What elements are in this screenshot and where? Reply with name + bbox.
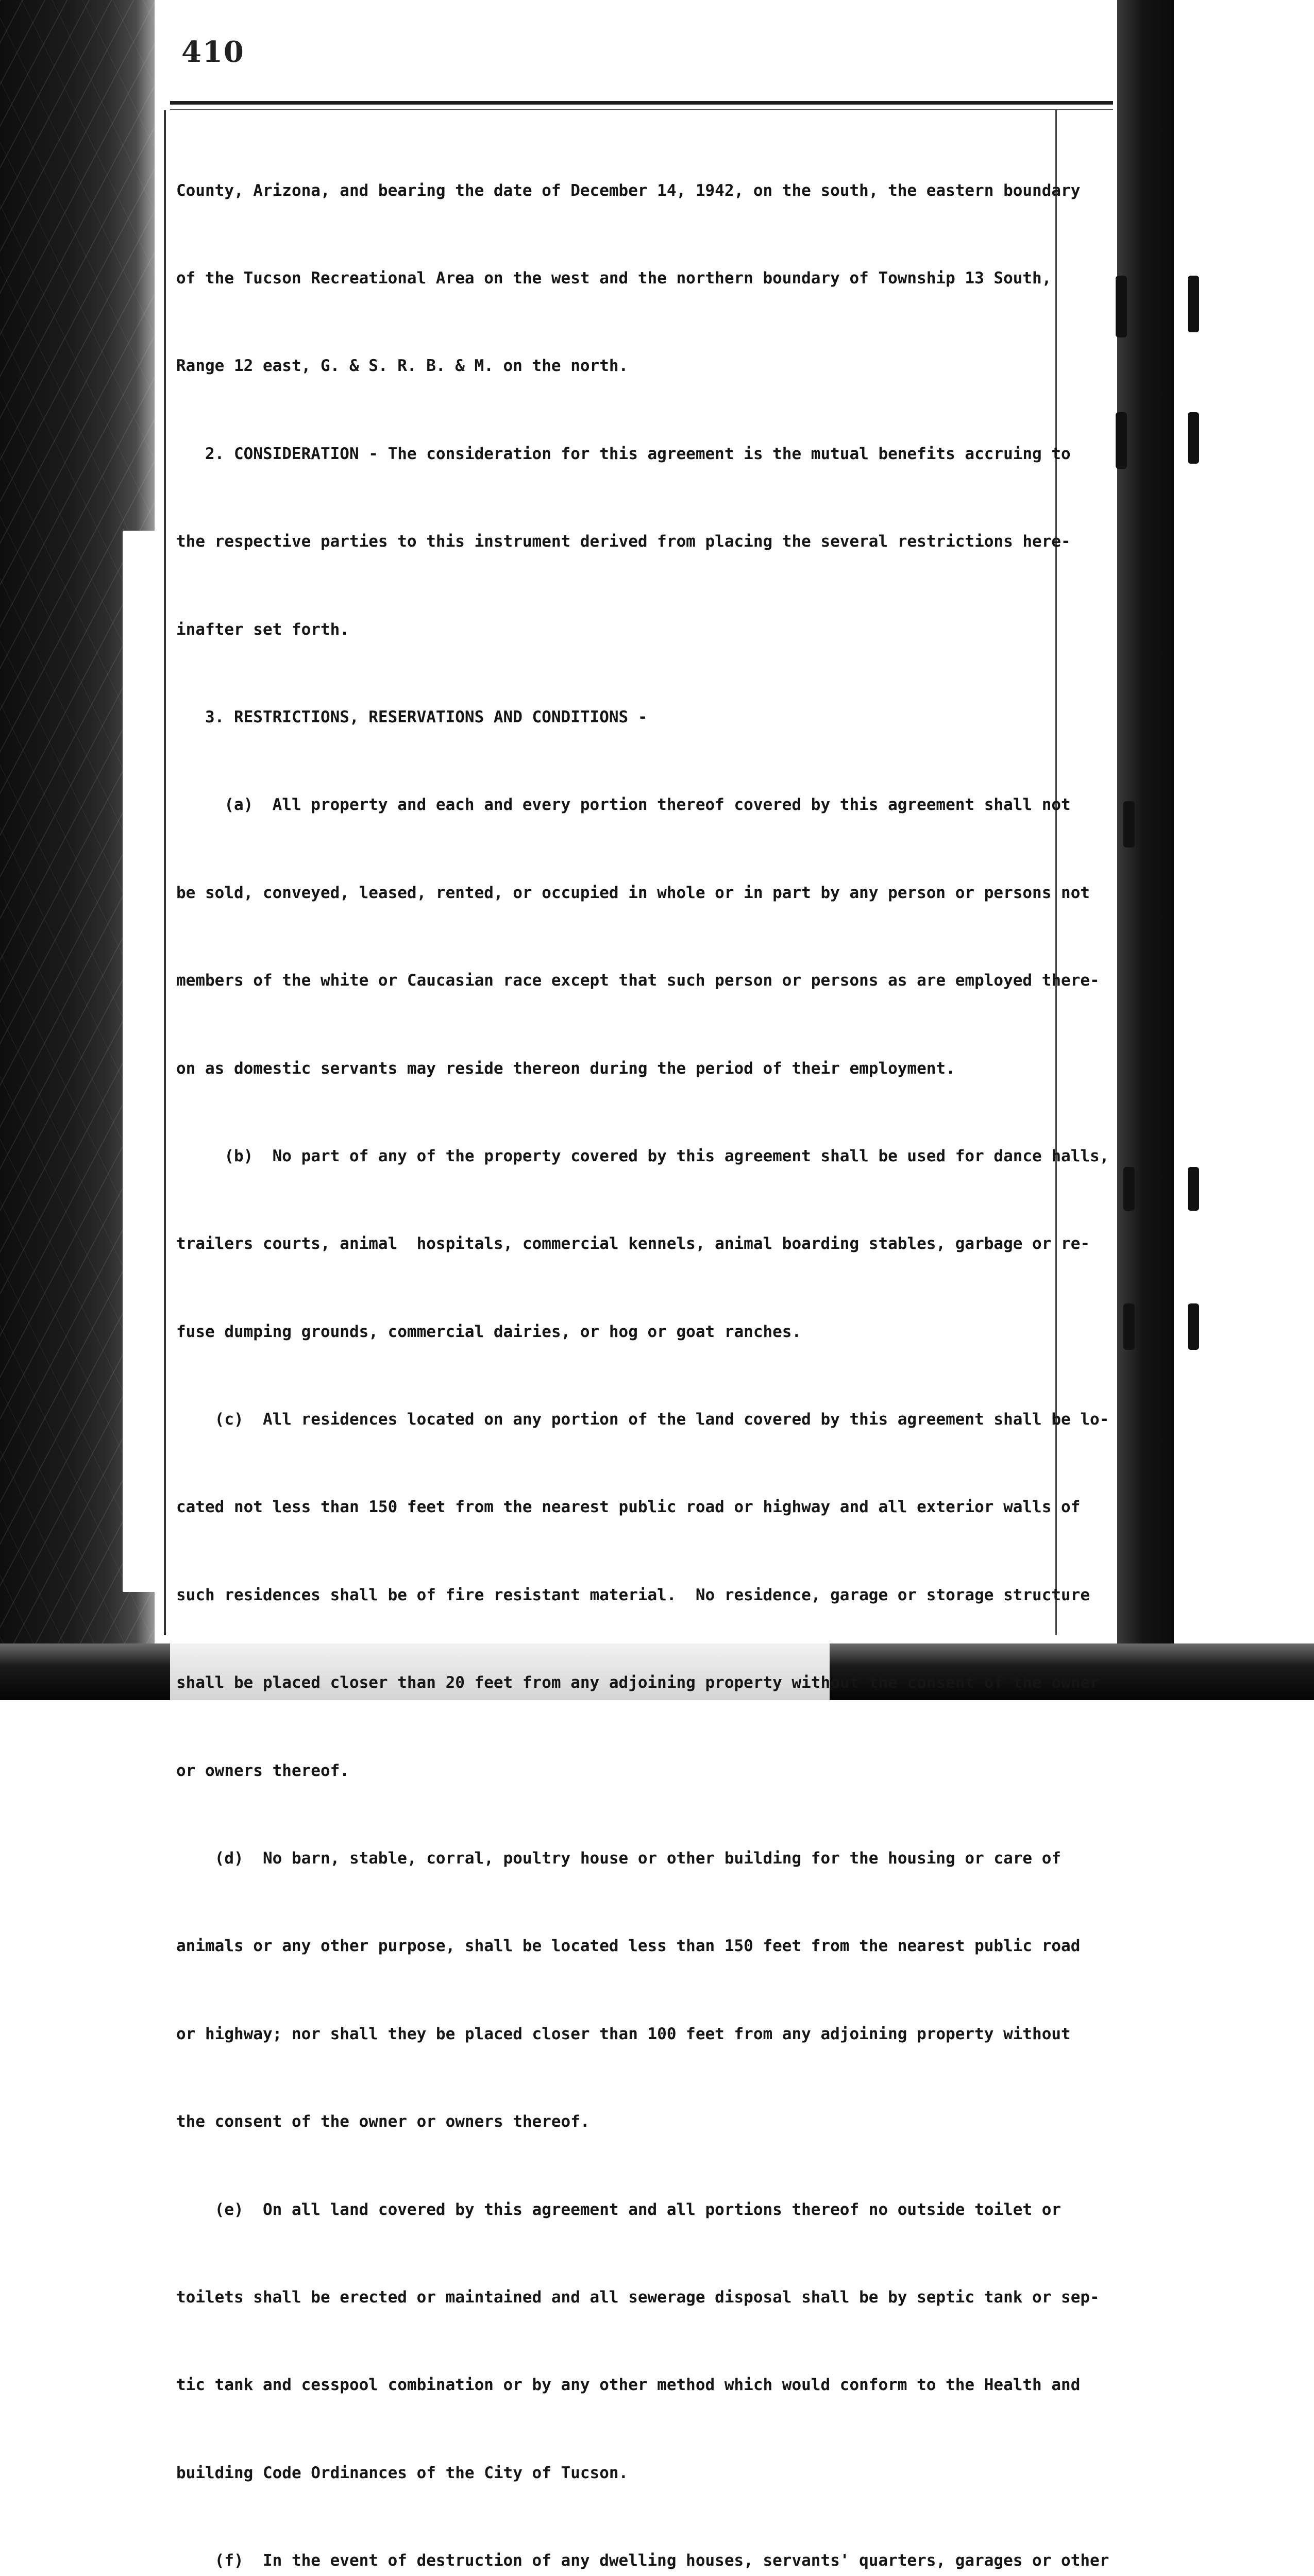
text-line: the respective parties to this instrument derived from placing the several restrictions here- [176, 532, 1071, 551]
binder-tab-mark [1116, 412, 1127, 469]
text-line: members of the white or Caucasian race except that such person or persons as are employed there- [176, 971, 1100, 990]
text-line: 3. RESTRICTIONS, RESERVATIONS AND CONDITIONS - [176, 707, 648, 726]
text-line: Range 12 east, G. & S. R. B. & M. on the north. [176, 357, 629, 376]
header-rule-thin [170, 109, 1113, 110]
text-line: animals or any other purpose, shall be located less than 150 feet from the nearest public road [176, 1937, 1081, 1956]
text-line: (f) In the event of destruction of any dwelling houses, servants' quarters, garages or other [176, 2551, 1109, 2570]
scan-border-left-notch [123, 531, 163, 1592]
text-line: (b) No part of any of the property covered by this agreement shall be used for dance halls, [176, 1146, 1109, 1165]
binder-tab-mark [1123, 801, 1135, 848]
text-line: (a) All property and each and every portion thereof covered by this agreement shall not [176, 795, 1071, 815]
left-margin-rule [164, 110, 166, 1635]
binder-tab-mark [1123, 1303, 1135, 1350]
text-line: of the Tucson Recreational Area on the west and the northern boundary of Township 13 South, [176, 268, 1052, 287]
text-line: tic tank and cesspool combination or by any other method which would conform to the Health and [176, 2376, 1081, 2395]
text-line: on as domestic servants may reside thereon during the period of their employment. [176, 1059, 955, 1078]
text-line: or owners thereof. [176, 1761, 349, 1780]
binder-tab-mark [1188, 276, 1199, 332]
text-line: shall be placed closer than 20 feet from any adjoining property without the consent of the owner [176, 1673, 1100, 1692]
text-line: such residences shall be of fire resistant material. No residence, garage or storage structure [176, 1585, 1090, 1604]
binder-tab-mark [1188, 1303, 1199, 1350]
text-line: trailers courts, animal hospitals, commercial kennels, animal boarding stables, garbage or re- [176, 1234, 1090, 1253]
header-rule [170, 101, 1113, 105]
binder-tab-mark [1123, 1167, 1135, 1211]
text-line: be sold, conveyed, leased, rented, or occupied in whole or in part by any person or persons not [176, 883, 1090, 902]
text-line: fuse dumping grounds, commercial dairies, or hog or goat ranches. [176, 1322, 802, 1341]
binder-tab-mark [1188, 1167, 1199, 1211]
binder-tab-mark [1188, 412, 1199, 464]
binder-tab-mark [1116, 276, 1127, 337]
text-line: County, Arizona, and bearing the date of December 14, 1942, on the south, the eastern boundary [176, 181, 1081, 200]
text-line: inafter set forth. [176, 620, 349, 639]
text-line: cated not less than 150 feet from the nearest public road or highway and all exterior walls of [176, 1498, 1081, 1517]
text-line: toilets shall be erected or maintained and all sewerage disposal shall be by septic tank or sep- [176, 2287, 1100, 2307]
page-number: 410 [181, 35, 245, 69]
text-line: 2. CONSIDERATION - The consideration for this agreement is the mutual benefits accruing to [176, 444, 1071, 463]
text-line: building Code Ordinances of the City of Tucson. [176, 2463, 629, 2482]
text-line: the consent of the owner or owners thereof. [176, 2112, 590, 2131]
text-line: or highway; nor shall they be placed closer than 100 feet from any adjoining property without [176, 2024, 1071, 2043]
scan-border-right [1117, 0, 1174, 1700]
text-line: (c) All residences located on any portion of the land covered by this agreement shall be lo- [176, 1410, 1109, 1429]
document-body [176, 117, 1109, 2576]
text-line: (d) No barn, stable, corral, poultry house or other building for the housing or care of [176, 1849, 1062, 1868]
text-line: (e) On all land covered by this agreement and all portions thereof no outside toilet or [176, 2200, 1062, 2219]
